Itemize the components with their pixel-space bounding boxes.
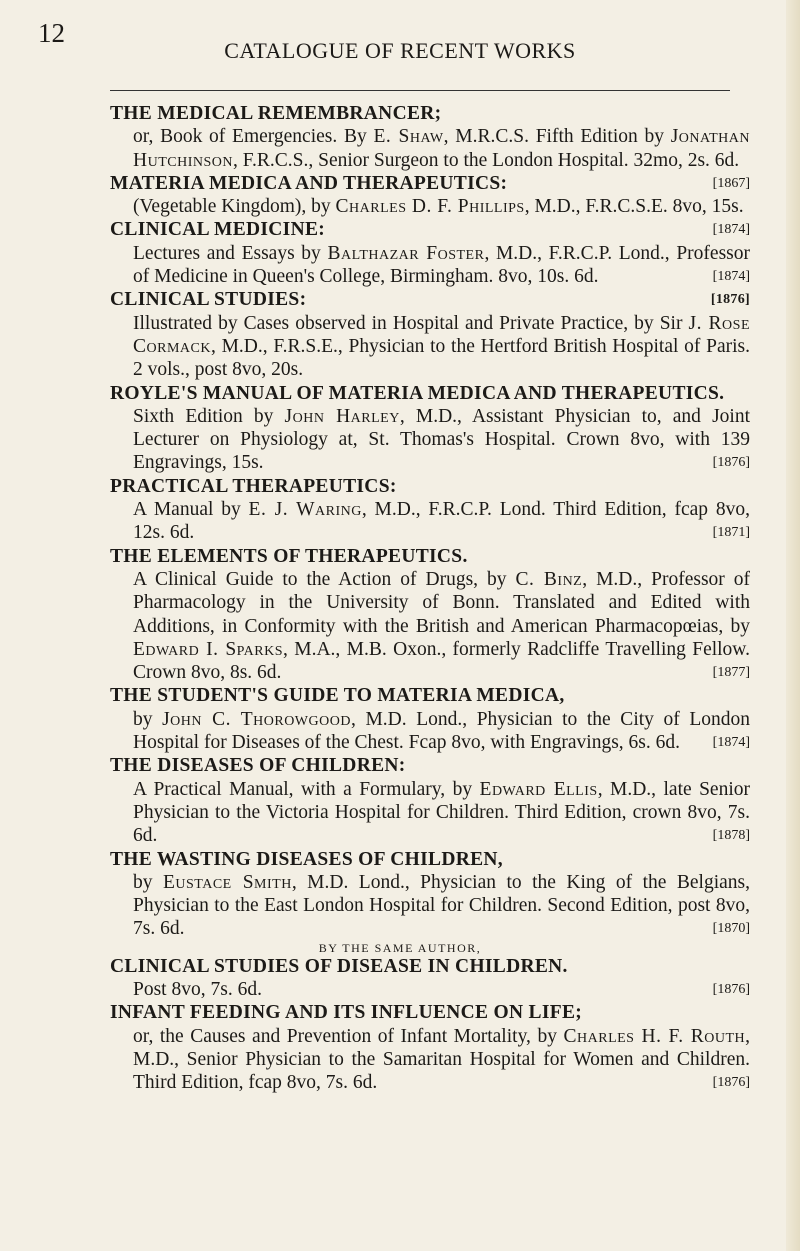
entry-year: [1871] — [712, 525, 750, 541]
entry-year: [1876] — [710, 292, 750, 308]
catalogue-entry — [110, 288, 750, 381]
entry-title: MATERIA MEDICA AND THERAPEUTICS: — [110, 172, 508, 194]
entry-title: THE DISEASES OF CHILDREN: — [110, 755, 406, 777]
entry-year: [1876] — [712, 1075, 750, 1091]
entry-description: Sixth Edition by John Harley, M.D., Assistant Physician to, and Joint Lecturer on Physiology at, St. Thomas's Hospital. Crown 8vo, with 139 Engravings, 15s. [1876] — [133, 405, 750, 474]
entry-description: Illustrated by Cases observed in Hospital and Private Practice, by Sir J. Rose Cormack, M.D., F.R.S.E., Physician to the Hertford British Hospital of Paris. 2 vols., post 8vo, 20s. — [133, 312, 750, 381]
entry-year: [1867] — [712, 175, 750, 191]
catalogue-entry — [110, 684, 750, 754]
entry-year: [1877] — [712, 665, 750, 681]
entry-title: THE STUDENT'S GUIDE TO MATERIA MEDICA, — [110, 685, 565, 707]
entry-title: PRACTICAL THERAPEUTICS: — [110, 475, 397, 497]
entry-title: CLINICAL STUDIES: [1876] — [110, 289, 750, 311]
entry-description: or, the Causes and Prevention of Infant Mortality, by Charles H. F. Routh, M.D., Senior Physician to the Samaritan Hospital for Women and Children. Third Edition, fcap 8vo, 7s. 6d. [1876] — [133, 1025, 750, 1094]
catalogue-entry — [110, 848, 750, 941]
catalogue-entry — [110, 754, 750, 847]
entry-year: [1874] — [712, 735, 750, 751]
entry-title: CLINICAL MEDICINE: — [110, 219, 326, 241]
same-author-note: BY THE SAME AUTHOR, — [318, 940, 482, 955]
entry-description: A Practical Manual, with a Formulary, by Edward Ellis, M.D., late Senior Physician to the Victoria Hospital for Children. Third Edition, crown 8vo, 7s. 6d. [1878] — [133, 778, 750, 847]
page-edge — [786, 0, 800, 1251]
page-number: 12 — [38, 18, 65, 48]
entry-author: Eustace Smith — [162, 871, 292, 893]
entry-year: [1870] — [712, 921, 750, 937]
entry-year: [1876] — [712, 981, 750, 997]
entry-title: THE ELEMENTS OF THERAPEUTICS. — [110, 545, 468, 567]
header-rule — [110, 90, 730, 91]
entry-author: J. Rose Cormack — [133, 312, 750, 357]
running-head: CATALOGUE OF RECENT WORKS — [224, 38, 576, 63]
entry-description: Lectures and Essays by Balthazar Foster, M.D., F.R.C.P. Lond., Professor of Medicine in Queen's College, Birmingham. 8vo, 10s. 6d. [1874] — [133, 242, 750, 288]
entry-author: Edward I. Sparks — [133, 638, 284, 660]
entry-title: THE MEDICAL REMEMBRANCER; — [110, 103, 442, 124]
entry-author: Balthazar Foster — [327, 242, 485, 264]
catalogue-entry — [110, 218, 750, 288]
entry-author: John Harley — [284, 405, 400, 427]
entry-author: Charles D. F. Phillips — [335, 196, 525, 218]
entry-author: Charles H. F. Routh — [563, 1025, 746, 1047]
entry-description: Post 8vo, 7s. 6d. [1876] — [133, 978, 750, 1000]
catalogue-entry — [110, 545, 750, 685]
entry-description: A Clinical Guide to the Action of Drugs, by C. Binz, M.D., Professor of Pharmacology in the University of Bonn. Translated and Edited with Additions, in Conformity with the British and American Pharmacopœias, by Edward I. Sparks, M.A., M.B. Oxon., formerly Radcliffe Travelling Fellow. Crown 8vo, 8s. 6d. [1877] — [133, 568, 751, 684]
entry-year: [1876] — [712, 455, 750, 471]
entry-author: E. J. Waring — [248, 499, 362, 521]
entry-title: THE WASTING DISEASES OF CHILDREN, — [110, 848, 503, 870]
entry-description: (Vegetable Kingdom), by Charles D. F. Phillips, M.D., F.R.C.S.E. 8vo, 15s. [1874] — [110, 195, 750, 218]
entry-description: by Eustace Smith, M.D. Lond., Physician to the King of the Belgians, Physician to the East London Hospital for Children. Second Edition, post 8vo, 7s. 6d. [1870] — [133, 871, 751, 940]
catalogue-list — [110, 102, 750, 1094]
entry-author: Edward Ellis — [479, 778, 598, 800]
catalogue-entry — [110, 475, 750, 545]
entry-title: ROYLE'S MANUAL OF MATERIA MEDICA AND THERAPEUTICS. — [110, 382, 725, 404]
entry-author: John C. Thorowgood — [162, 708, 351, 730]
entry-author: E. Shaw — [373, 126, 444, 148]
entry-description: by John C. Thorowgood, M.D. Lond., Physician to the City of London Hospital for Diseases of the Chest. Fcap 8vo, with Engravings, 6s. 6d. [1874] — [133, 708, 750, 754]
entry-author: C. Binz — [515, 568, 583, 590]
entry-year: [1874] — [712, 269, 750, 285]
catalogue-entry — [110, 1001, 750, 1094]
entry-year: [1874] — [712, 222, 750, 238]
entry-author: Jonathan Hutchinson — [133, 126, 750, 171]
entry-year: [1878] — [712, 828, 750, 844]
entry-title: CLINICAL STUDIES OF DISEASE IN CHILDREN. — [110, 955, 568, 977]
entry-description: A Manual by E. J. Waring, M.D., F.R.C.P. Lond. Third Edition, fcap 8vo, 12s. 6d. [1871] — [133, 499, 750, 544]
entry-description: or, Book of Emergencies. By E. Shaw, M.R.C.S. Fifth Edition by Jonathan Hutchinson, F.R.C.S., Senior Surgeon to the London Hospital. 32mo, 2s. 6d. [1867] — [110, 125, 750, 172]
entry-title: INFANT FEEDING AND ITS INFLUENCE ON LIFE; — [110, 1002, 583, 1024]
catalogue-entry — [110, 941, 750, 1002]
catalogue-entry — [110, 382, 750, 475]
